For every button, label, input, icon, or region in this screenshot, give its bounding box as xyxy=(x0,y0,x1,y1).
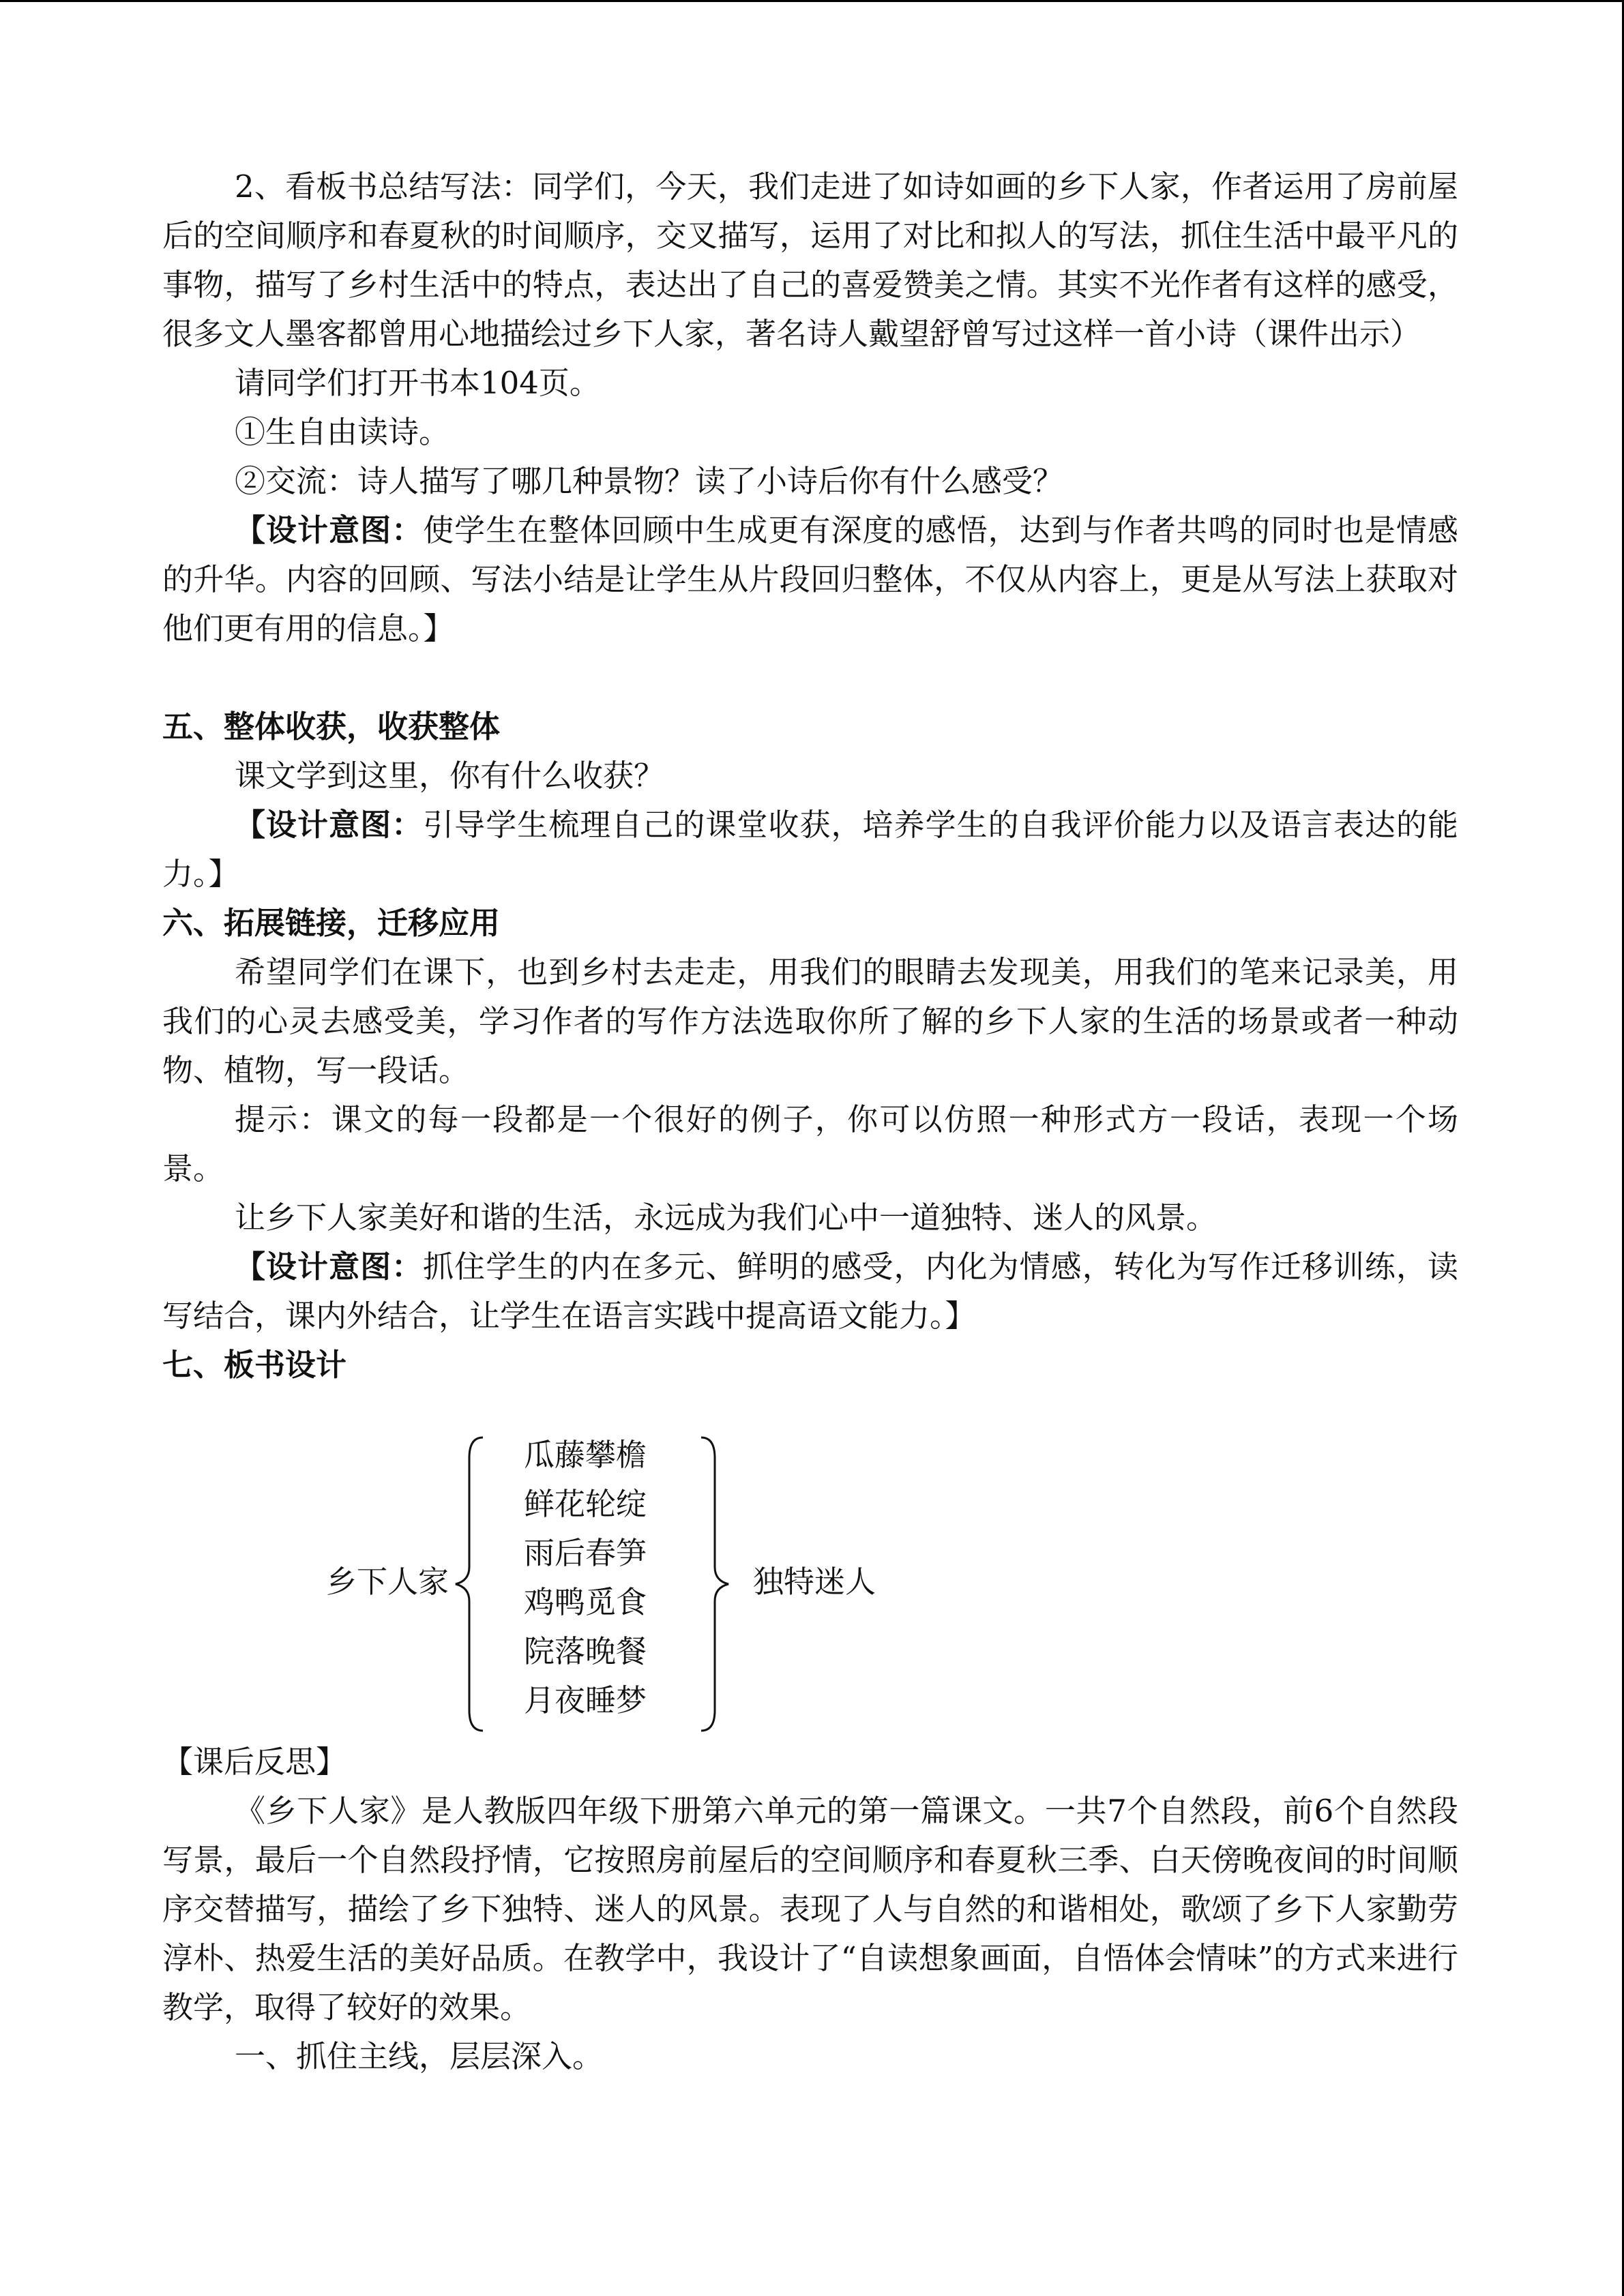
brace-graphics xyxy=(162,1431,844,1738)
paragraph: ②交流：诗人描写了哪几种景物？读了小诗后你有什么感受？ xyxy=(235,463,1064,499)
paragraph: 课文学到这里，你有什么收获？ xyxy=(235,758,665,794)
design-intent-label: 【设计意图： xyxy=(235,1249,424,1285)
design-intent-paragraph xyxy=(162,801,1458,899)
left-brace xyxy=(456,1437,483,1731)
paragraph: 2、看板书总结写法：同学们，今天，我们走进了如诗如画的乡下人家，作者运用了房前屋后的空间顺序和春夏秋的时间顺序，交叉描写，运用了对比和拟人的写法，抓住生活中最平凡的事物，描写了乡村生活中的特点，表达出了自己的喜爱赞美之情。其实不光作者有这样的感受，很多文人墨客都曾用心地描绘过乡下人家，著名诗人戴望舒曾写过这样一首小诗（课件出示） xyxy=(162,168,1458,352)
board-items xyxy=(524,1431,647,1725)
paragraph: 一、抓住主线，层层深入。 xyxy=(235,2038,604,2074)
section-heading: 五、整体收获，收获整体 xyxy=(162,709,501,745)
board-left-label: 乡下人家 xyxy=(326,1564,449,1600)
paragraph: ①生自由读诗。 xyxy=(235,414,450,450)
board-right-label: 独特迷人 xyxy=(753,1564,876,1600)
board-item: 鲜花轮绽 xyxy=(524,1486,647,1522)
design-intent-text: 抓住学生的内在多元、鲜明的感受，内化为情感，转化为写作迁移训练，读写结合，课内外结合，让学生在语言实践中提高语文能力。】 xyxy=(162,1249,1458,1334)
board-item: 月夜睡梦 xyxy=(524,1682,647,1718)
reflection-title: 【课后反思】 xyxy=(162,1744,347,1780)
design-intent-text: 引导学生梳理自己的课堂收获，培养学生的自我评价能力以及语言表达的能力。】 xyxy=(162,807,1458,892)
document-body xyxy=(162,162,1458,2081)
paragraph: 让乡下人家美好和谐的生活，永远成为我们心中一道独特、迷人的风景。 xyxy=(235,1199,1217,1236)
board-item: 院落晚餐 xyxy=(524,1633,647,1669)
paragraph: 希望同学们在课下，也到乡村去走走，用我们的眼睛去发现美，用我们的笔来记录美，用我们的心灵去感受美，学习作者的写作方法选取你所了解的乡下人家的生活的场景或者一种动物、植物，写一段话。 xyxy=(162,954,1458,1088)
board-item: 雨后春笋 xyxy=(524,1535,647,1571)
board-item: 瓜藤攀檐 xyxy=(524,1437,647,1473)
design-intent-label: 【设计意图： xyxy=(235,807,424,843)
board-design-diagram xyxy=(162,1431,1458,1738)
board-item: 鸡鸭觅食 xyxy=(524,1584,647,1620)
design-intent-text: 使学生在整体回顾中生成更有深度的感悟，达到与作者共鸣的同时也是情感的升华。内容的回顾、写法小结是让学生从片段回归整体，不仅从内容上，更是从写法上获取对他们更有用的信息。】 xyxy=(162,512,1458,646)
paragraph: 提示：课文的每一段都是一个很好的例子，你可以仿照一种形式方一段话，表现一个场景。 xyxy=(162,1101,1458,1187)
section-heading: 六、拓展链接，迁移应用 xyxy=(162,905,501,941)
design-intent-paragraph xyxy=(162,1242,1458,1341)
design-intent-paragraph xyxy=(162,506,1458,653)
page-border-top xyxy=(0,0,1624,2)
paragraph: 《乡下人家》是人教版四年级下册第六单元的第一篇课文。一共7个自然段，前6个自然段写景，最后一个自然段抒情，它按照房前屋后的空间顺序和春夏秋三季、白天傍晚夜间的时间顺序交替描写，描绘了乡下独特、迷人的风景。表现了人与自然的和谐相处，歌颂了乡下人家勤劳淳朴、热爱生活的美好品质。在教学中，我设计了“自读想象画面，自悟体会情味”的方式来进行教学，取得了较好的效果。 xyxy=(162,1793,1458,2025)
section-heading: 七、板书设计 xyxy=(162,1347,347,1383)
paragraph: 请同学们打开书本104页。 xyxy=(235,365,600,401)
right-brace xyxy=(701,1437,728,1731)
design-intent-label: 【设计意图： xyxy=(235,512,424,548)
